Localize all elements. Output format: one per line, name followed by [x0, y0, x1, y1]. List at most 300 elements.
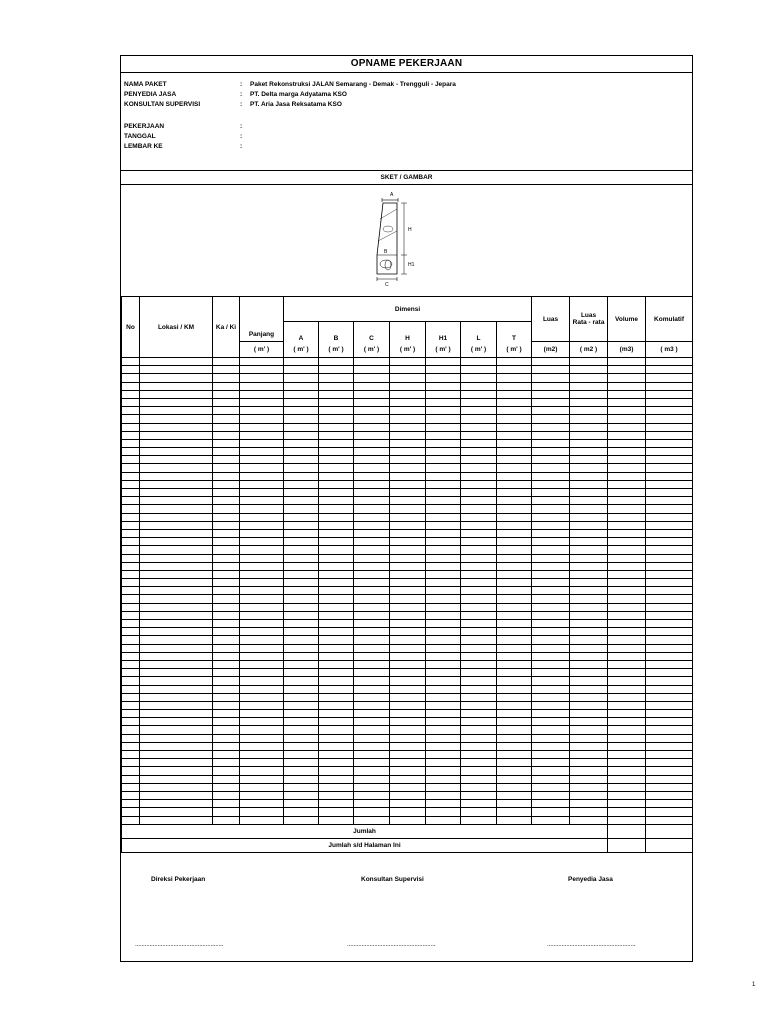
table-cell[interactable]	[354, 701, 390, 709]
table-cell[interactable]	[140, 701, 213, 709]
table-cell[interactable]	[532, 521, 570, 529]
table-cell[interactable]	[570, 751, 608, 759]
table-cell[interactable]	[240, 407, 284, 415]
table-cell[interactable]	[461, 415, 497, 423]
table-cell[interactable]	[608, 579, 646, 587]
table-cell[interactable]	[213, 448, 240, 456]
table-cell[interactable]	[140, 480, 213, 488]
table-cell[interactable]	[426, 423, 461, 431]
table-cell[interactable]	[461, 505, 497, 513]
table-cell[interactable]	[608, 677, 646, 685]
table-cell[interactable]	[532, 701, 570, 709]
table-cell[interactable]	[319, 669, 354, 677]
table-cell[interactable]	[646, 472, 693, 480]
table-cell[interactable]	[122, 620, 140, 628]
jumlah-komulatif-cell[interactable]	[646, 824, 693, 838]
table-cell[interactable]	[284, 579, 319, 587]
table-cell[interactable]	[497, 562, 532, 570]
table-cell[interactable]	[570, 382, 608, 390]
sig-line-penyedia[interactable]: .......................................................	[547, 941, 636, 948]
table-cell[interactable]	[140, 620, 213, 628]
table-cell[interactable]	[354, 783, 390, 791]
table-cell[interactable]	[532, 529, 570, 537]
table-cell[interactable]	[426, 677, 461, 685]
table-cell[interactable]	[532, 783, 570, 791]
table-cell[interactable]	[461, 759, 497, 767]
table-cell[interactable]	[213, 358, 240, 366]
table-cell[interactable]	[240, 497, 284, 505]
table-cell[interactable]	[608, 358, 646, 366]
table-cell[interactable]	[608, 726, 646, 734]
table-cell[interactable]	[570, 431, 608, 439]
table-cell[interactable]	[213, 808, 240, 816]
table-cell[interactable]	[284, 742, 319, 750]
table-cell[interactable]	[354, 685, 390, 693]
table-cell[interactable]	[240, 669, 284, 677]
table-cell[interactable]	[608, 538, 646, 546]
table-cell[interactable]	[532, 562, 570, 570]
table-cell[interactable]	[390, 489, 426, 497]
table-cell[interactable]	[390, 710, 426, 718]
table-cell[interactable]	[284, 710, 319, 718]
table-cell[interactable]	[319, 562, 354, 570]
table-cell[interactable]	[426, 685, 461, 693]
table-cell[interactable]	[319, 423, 354, 431]
table-cell[interactable]	[646, 579, 693, 587]
table-cell[interactable]	[122, 759, 140, 767]
table-cell[interactable]	[426, 775, 461, 783]
table-cell[interactable]	[354, 480, 390, 488]
table-cell[interactable]	[140, 529, 213, 537]
table-cell[interactable]	[570, 644, 608, 652]
table-cell[interactable]	[319, 472, 354, 480]
table-cell[interactable]	[213, 644, 240, 652]
jumlah-sd-volume-cell[interactable]	[608, 838, 646, 852]
table-cell[interactable]	[532, 620, 570, 628]
table-cell[interactable]	[532, 579, 570, 587]
table-cell[interactable]	[426, 529, 461, 537]
table-cell[interactable]	[461, 431, 497, 439]
table-cell[interactable]	[570, 660, 608, 668]
table-cell[interactable]	[213, 366, 240, 374]
table-cell[interactable]	[122, 407, 140, 415]
table-cell[interactable]	[140, 464, 213, 472]
table-cell[interactable]	[532, 415, 570, 423]
table-cell[interactable]	[240, 652, 284, 660]
table-cell[interactable]	[122, 816, 140, 824]
table-cell[interactable]	[122, 439, 140, 447]
table-cell[interactable]	[497, 636, 532, 644]
table-cell[interactable]	[319, 652, 354, 660]
table-cell[interactable]	[497, 513, 532, 521]
table-cell[interactable]	[122, 398, 140, 406]
table-cell[interactable]	[122, 423, 140, 431]
table-cell[interactable]	[532, 513, 570, 521]
table-cell[interactable]	[319, 595, 354, 603]
table-cell[interactable]	[608, 751, 646, 759]
table-cell[interactable]	[608, 521, 646, 529]
table-cell[interactable]	[570, 480, 608, 488]
table-cell[interactable]	[213, 423, 240, 431]
table-cell[interactable]	[140, 538, 213, 546]
table-cell[interactable]	[240, 775, 284, 783]
table-cell[interactable]	[213, 546, 240, 554]
table-cell[interactable]	[122, 366, 140, 374]
table-cell[interactable]	[240, 374, 284, 382]
table-cell[interactable]	[461, 448, 497, 456]
table-cell[interactable]	[122, 791, 140, 799]
table-cell[interactable]	[354, 808, 390, 816]
table-cell[interactable]	[354, 587, 390, 595]
table-cell[interactable]	[390, 677, 426, 685]
table-cell[interactable]	[497, 366, 532, 374]
table-cell[interactable]	[426, 562, 461, 570]
table-cell[interactable]	[122, 701, 140, 709]
table-cell[interactable]	[646, 783, 693, 791]
table-cell[interactable]	[646, 660, 693, 668]
table-cell[interactable]	[497, 783, 532, 791]
table-cell[interactable]	[532, 489, 570, 497]
table-cell[interactable]	[532, 611, 570, 619]
table-cell[interactable]	[240, 718, 284, 726]
table-cell[interactable]	[646, 636, 693, 644]
table-cell[interactable]	[213, 415, 240, 423]
table-cell[interactable]	[461, 767, 497, 775]
table-cell[interactable]	[284, 538, 319, 546]
table-cell[interactable]	[646, 407, 693, 415]
table-cell[interactable]	[284, 816, 319, 824]
table-cell[interactable]	[426, 693, 461, 701]
table-cell[interactable]	[284, 611, 319, 619]
table-cell[interactable]	[122, 783, 140, 791]
table-cell[interactable]	[608, 431, 646, 439]
table-cell[interactable]	[608, 685, 646, 693]
table-cell[interactable]	[284, 472, 319, 480]
table-cell[interactable]	[213, 628, 240, 636]
table-cell[interactable]	[608, 611, 646, 619]
table-cell[interactable]	[354, 358, 390, 366]
table-cell[interactable]	[461, 791, 497, 799]
table-cell[interactable]	[390, 636, 426, 644]
table-cell[interactable]	[532, 759, 570, 767]
table-cell[interactable]	[354, 595, 390, 603]
table-cell[interactable]	[284, 382, 319, 390]
table-cell[interactable]	[354, 562, 390, 570]
table-cell[interactable]	[390, 513, 426, 521]
table-cell[interactable]	[497, 620, 532, 628]
table-cell[interactable]	[354, 513, 390, 521]
table-cell[interactable]	[354, 759, 390, 767]
jumlah-sd-komulatif-cell[interactable]	[646, 838, 693, 852]
table-cell[interactable]	[319, 415, 354, 423]
table-cell[interactable]	[140, 718, 213, 726]
table-cell[interactable]	[122, 808, 140, 816]
table-cell[interactable]	[390, 718, 426, 726]
table-cell[interactable]	[140, 603, 213, 611]
table-cell[interactable]	[319, 718, 354, 726]
table-cell[interactable]	[240, 620, 284, 628]
table-cell[interactable]	[608, 448, 646, 456]
table-cell[interactable]	[570, 800, 608, 808]
table-cell[interactable]	[532, 767, 570, 775]
table-cell[interactable]	[646, 742, 693, 750]
table-cell[interactable]	[354, 767, 390, 775]
table-cell[interactable]	[570, 669, 608, 677]
table-cell[interactable]	[532, 407, 570, 415]
table-cell[interactable]	[497, 529, 532, 537]
table-cell[interactable]	[426, 808, 461, 816]
table-cell[interactable]	[240, 808, 284, 816]
table-cell[interactable]	[122, 685, 140, 693]
table-cell[interactable]	[390, 521, 426, 529]
table-cell[interactable]	[570, 742, 608, 750]
table-cell[interactable]	[284, 374, 319, 382]
table-cell[interactable]	[570, 652, 608, 660]
table-cell[interactable]	[122, 710, 140, 718]
table-cell[interactable]	[570, 759, 608, 767]
table-cell[interactable]	[497, 767, 532, 775]
table-cell[interactable]	[140, 644, 213, 652]
table-cell[interactable]	[140, 472, 213, 480]
table-cell[interactable]	[646, 808, 693, 816]
table-cell[interactable]	[213, 456, 240, 464]
table-cell[interactable]	[122, 800, 140, 808]
table-cell[interactable]	[122, 390, 140, 398]
table-cell[interactable]	[461, 595, 497, 603]
table-cell[interactable]	[240, 660, 284, 668]
table-cell[interactable]	[354, 800, 390, 808]
table-cell[interactable]	[426, 636, 461, 644]
table-cell[interactable]	[646, 800, 693, 808]
table-cell[interactable]	[532, 816, 570, 824]
table-cell[interactable]	[532, 472, 570, 480]
table-cell[interactable]	[497, 587, 532, 595]
table-cell[interactable]	[532, 398, 570, 406]
table-cell[interactable]	[497, 570, 532, 578]
table-cell[interactable]	[284, 529, 319, 537]
table-cell[interactable]	[122, 382, 140, 390]
table-cell[interactable]	[570, 472, 608, 480]
table-cell[interactable]	[122, 562, 140, 570]
table-cell[interactable]	[570, 358, 608, 366]
table-cell[interactable]	[122, 652, 140, 660]
table-cell[interactable]	[354, 529, 390, 537]
table-cell[interactable]	[570, 546, 608, 554]
table-cell[interactable]	[140, 693, 213, 701]
table-cell[interactable]	[497, 644, 532, 652]
table-cell[interactable]	[213, 579, 240, 587]
table-cell[interactable]	[284, 620, 319, 628]
table-cell[interactable]	[646, 701, 693, 709]
table-cell[interactable]	[461, 423, 497, 431]
table-cell[interactable]	[608, 636, 646, 644]
table-cell[interactable]	[532, 742, 570, 750]
table-cell[interactable]	[240, 439, 284, 447]
table-cell[interactable]	[390, 595, 426, 603]
table-cell[interactable]	[354, 791, 390, 799]
table-cell[interactable]	[213, 538, 240, 546]
table-cell[interactable]	[608, 570, 646, 578]
table-cell[interactable]	[213, 751, 240, 759]
table-cell[interactable]	[319, 554, 354, 562]
table-cell[interactable]	[240, 595, 284, 603]
table-cell[interactable]	[426, 538, 461, 546]
table-cell[interactable]	[319, 742, 354, 750]
table-cell[interactable]	[140, 456, 213, 464]
table-cell[interactable]	[497, 480, 532, 488]
table-cell[interactable]	[570, 808, 608, 816]
table-cell[interactable]	[213, 513, 240, 521]
table-cell[interactable]	[426, 390, 461, 398]
table-cell[interactable]	[284, 669, 319, 677]
table-cell[interactable]	[532, 554, 570, 562]
table-cell[interactable]	[608, 505, 646, 513]
table-cell[interactable]	[240, 628, 284, 636]
table-cell[interactable]	[284, 448, 319, 456]
table-cell[interactable]	[319, 497, 354, 505]
table-cell[interactable]	[426, 652, 461, 660]
table-cell[interactable]	[497, 472, 532, 480]
table-cell[interactable]	[646, 448, 693, 456]
table-cell[interactable]	[570, 611, 608, 619]
table-cell[interactable]	[140, 751, 213, 759]
table-cell[interactable]	[354, 546, 390, 554]
table-cell[interactable]	[608, 710, 646, 718]
table-cell[interactable]	[284, 415, 319, 423]
table-cell[interactable]	[646, 644, 693, 652]
table-cell[interactable]	[213, 431, 240, 439]
table-cell[interactable]	[608, 759, 646, 767]
table-cell[interactable]	[461, 718, 497, 726]
table-cell[interactable]	[570, 554, 608, 562]
table-cell[interactable]	[461, 742, 497, 750]
table-cell[interactable]	[354, 415, 390, 423]
table-cell[interactable]	[532, 636, 570, 644]
table-cell[interactable]	[354, 521, 390, 529]
table-cell[interactable]	[426, 718, 461, 726]
table-cell[interactable]	[122, 570, 140, 578]
table-cell[interactable]	[319, 701, 354, 709]
table-cell[interactable]	[122, 546, 140, 554]
table-cell[interactable]	[426, 611, 461, 619]
table-cell[interactable]	[426, 489, 461, 497]
table-cell[interactable]	[354, 390, 390, 398]
table-cell[interactable]	[354, 570, 390, 578]
table-cell[interactable]	[284, 489, 319, 497]
table-cell[interactable]	[240, 759, 284, 767]
table-cell[interactable]	[646, 489, 693, 497]
table-cell[interactable]	[570, 677, 608, 685]
table-cell[interactable]	[497, 775, 532, 783]
table-cell[interactable]	[354, 677, 390, 685]
table-cell[interactable]	[319, 390, 354, 398]
table-cell[interactable]	[426, 472, 461, 480]
table-cell[interactable]	[646, 513, 693, 521]
table-cell[interactable]	[497, 595, 532, 603]
table-cell[interactable]	[608, 472, 646, 480]
table-cell[interactable]	[390, 587, 426, 595]
table-cell[interactable]	[319, 710, 354, 718]
table-cell[interactable]	[426, 382, 461, 390]
table-cell[interactable]	[570, 570, 608, 578]
table-cell[interactable]	[497, 423, 532, 431]
table-cell[interactable]	[390, 652, 426, 660]
table-cell[interactable]	[608, 529, 646, 537]
table-cell[interactable]	[284, 734, 319, 742]
table-cell[interactable]	[240, 464, 284, 472]
table-cell[interactable]	[354, 620, 390, 628]
table-cell[interactable]	[122, 718, 140, 726]
table-cell[interactable]	[213, 529, 240, 537]
table-cell[interactable]	[646, 415, 693, 423]
table-cell[interactable]	[140, 636, 213, 644]
table-cell[interactable]	[354, 398, 390, 406]
table-cell[interactable]	[608, 562, 646, 570]
table-cell[interactable]	[284, 652, 319, 660]
table-cell[interactable]	[122, 374, 140, 382]
table-cell[interactable]	[354, 489, 390, 497]
table-cell[interactable]	[213, 685, 240, 693]
table-cell[interactable]	[426, 546, 461, 554]
table-cell[interactable]	[461, 660, 497, 668]
table-cell[interactable]	[461, 603, 497, 611]
table-cell[interactable]	[284, 603, 319, 611]
table-cell[interactable]	[570, 521, 608, 529]
table-cell[interactable]	[140, 439, 213, 447]
table-cell[interactable]	[140, 775, 213, 783]
table-cell[interactable]	[390, 538, 426, 546]
table-cell[interactable]	[284, 554, 319, 562]
table-cell[interactable]	[608, 808, 646, 816]
table-cell[interactable]	[570, 628, 608, 636]
table-cell[interactable]	[497, 808, 532, 816]
table-cell[interactable]	[532, 718, 570, 726]
table-cell[interactable]	[140, 579, 213, 587]
table-cell[interactable]	[497, 726, 532, 734]
table-cell[interactable]	[570, 562, 608, 570]
table-cell[interactable]	[390, 390, 426, 398]
table-cell[interactable]	[461, 693, 497, 701]
table-cell[interactable]	[122, 595, 140, 603]
table-cell[interactable]	[532, 390, 570, 398]
table-cell[interactable]	[390, 808, 426, 816]
table-cell[interactable]	[122, 472, 140, 480]
table-cell[interactable]	[570, 603, 608, 611]
table-cell[interactable]	[646, 538, 693, 546]
table-cell[interactable]	[284, 521, 319, 529]
table-cell[interactable]	[140, 407, 213, 415]
table-cell[interactable]	[461, 407, 497, 415]
table-cell[interactable]	[497, 439, 532, 447]
table-cell[interactable]	[608, 620, 646, 628]
table-cell[interactable]	[122, 611, 140, 619]
table-cell[interactable]	[426, 751, 461, 759]
table-cell[interactable]	[646, 751, 693, 759]
table-cell[interactable]	[122, 751, 140, 759]
table-cell[interactable]	[646, 710, 693, 718]
table-cell[interactable]	[240, 366, 284, 374]
table-cell[interactable]	[284, 358, 319, 366]
table-cell[interactable]	[532, 439, 570, 447]
table-cell[interactable]	[426, 644, 461, 652]
table-cell[interactable]	[240, 816, 284, 824]
table-cell[interactable]	[426, 791, 461, 799]
table-cell[interactable]	[646, 726, 693, 734]
table-cell[interactable]	[570, 726, 608, 734]
table-cell[interactable]	[461, 677, 497, 685]
table-cell[interactable]	[213, 677, 240, 685]
table-cell[interactable]	[354, 726, 390, 734]
